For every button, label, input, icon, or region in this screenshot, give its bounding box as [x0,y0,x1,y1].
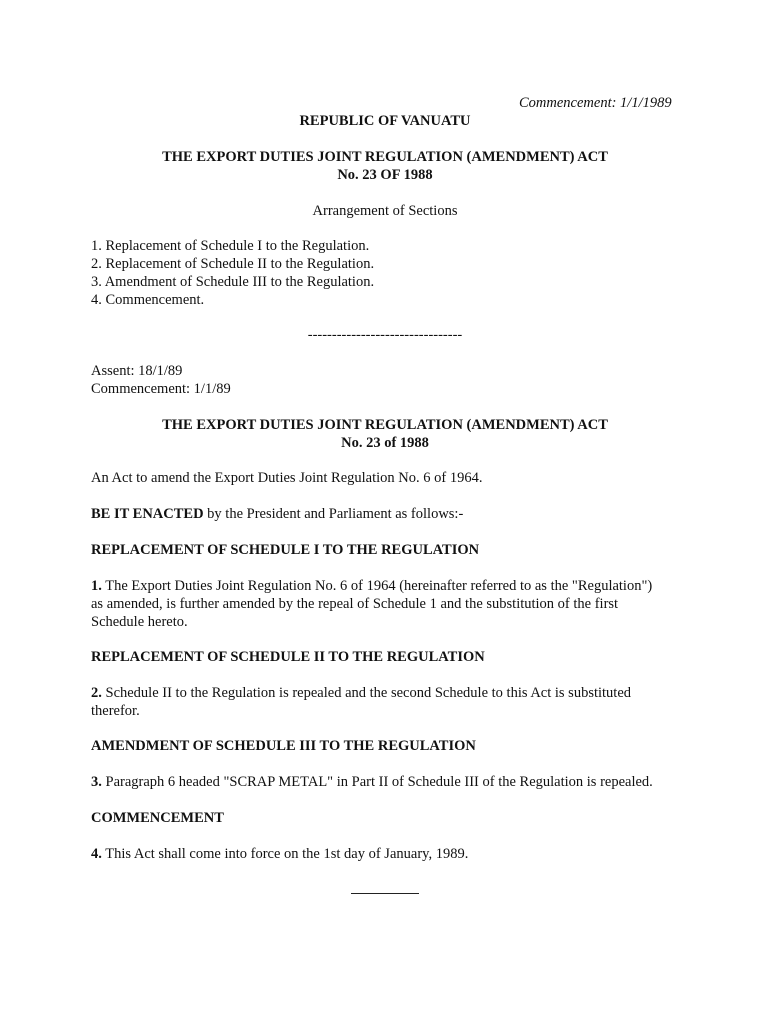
long-title: An Act to amend the Export Duties Joint Regulation No. 6 of 1964. [91,470,483,486]
section-1-text: The Export Duties Joint Regulation No. 6 of 1964 (hereinafter referred to as the "Regulation") [101,578,653,594]
assent-date: Assent: 18/1/89 [91,363,183,379]
arrangement-item-4: 4. Commencement. [91,292,205,308]
enacting-clause [91,505,463,523]
enacting-bold: BE IT ENACTED [91,506,204,522]
body-act-number: No. 23 of 1988 [341,435,429,451]
section-2-line-2: therefor. [91,703,140,719]
arrangement-heading: Arrangement of Sections [312,203,458,219]
arrangement-item-2: 2. Replacement of Schedule II to the Regulation. [91,256,375,272]
section-1-line-1 [91,577,652,595]
section-2-number: 2. [91,685,102,701]
section-4-number: 4. [91,846,102,862]
section-1-number: 1. [91,578,102,594]
arrangement-item-1: 1. Replacement of Schedule I to the Regulation. [91,238,370,254]
republic-heading: REPUBLIC OF VANUATU [299,113,471,129]
section-2-text: Schedule II to the Regulation is repealed and the second Schedule to this Act is substituted [101,685,632,701]
section-1-heading: REPLACEMENT OF SCHEDULE I TO THE REGULATION [91,542,480,558]
section-3-heading: AMENDMENT OF SCHEDULE III TO THE REGULATION [91,738,476,754]
section-4-line-1 [91,845,468,863]
section-divider: -------------------------------- [307,327,463,343]
section-4-text: This Act shall come into force on the 1st day of January, 1989. [101,846,469,862]
section-2-line-1 [91,684,631,702]
act-title: THE EXPORT DUTIES JOINT REGULATION (AMENDMENT) ACT [162,149,608,165]
section-3-number: 3. [91,774,102,790]
commencement-date: Commencement: 1/1/89 [91,381,231,397]
section-2-heading: REPLACEMENT OF SCHEDULE II TO THE REGULATION [91,649,485,665]
section-3-line-1 [91,773,653,791]
commencement-note: Commencement: 1/1/1989 [519,95,672,111]
section-1-line-3: Schedule hereto. [91,614,188,630]
body-act-title: THE EXPORT DUTIES JOINT REGULATION (AMENDMENT) ACT [162,417,608,433]
act-number: No. 23 OF 1988 [337,167,433,183]
section-4-heading: COMMENCEMENT [91,810,224,826]
arrangement-item-3: 3. Amendment of Schedule III to the Regulation. [91,274,375,290]
end-rule [351,893,419,894]
section-1-line-2: as amended, is further amended by the repeal of Schedule 1 and the substitution of the first [91,596,619,612]
section-3-text: Paragraph 6 headed "SCRAP METAL" in Part II of Schedule III of the Regulation is repealed. [101,774,653,790]
enacting-rest: by the President and Parliament as follows:- [203,506,464,522]
